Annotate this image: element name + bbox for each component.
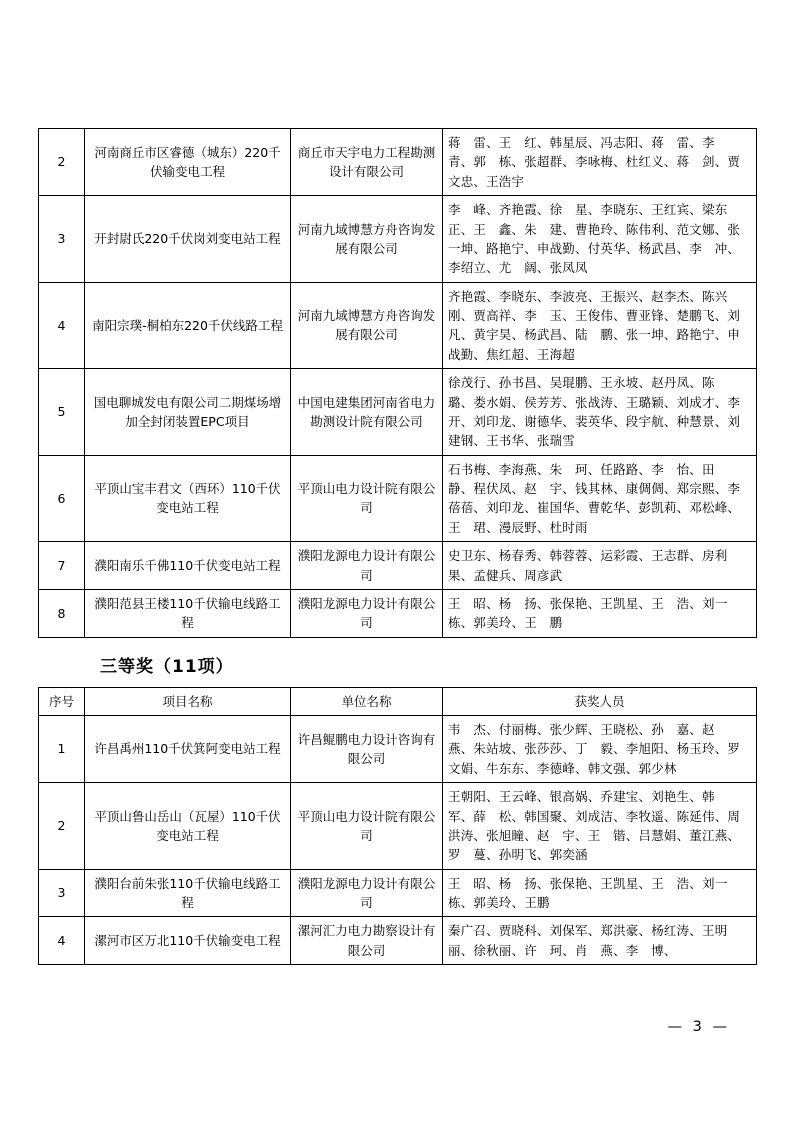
table-row (39, 869, 757, 917)
unit-name: 河南九域博慧方舟咨询发展有限公司 (291, 196, 443, 283)
award-recipients: 秦广召、贾晓科、刘保军、郑洪豪、杨红涛、王明丽、徐秋丽、许 珂、肖 燕、李 博、 (443, 917, 757, 965)
table-row (39, 783, 757, 870)
unit-name: 商丘市天宇电力工程勘测设计有限公司 (291, 129, 443, 196)
unit-name: 漯河汇力电力勘察设计有限公司 (291, 917, 443, 965)
award-recipients: 韦 杰、付丽梅、张少辉、王晓松、孙 嘉、赵 燕、朱站坡、张莎莎、丁 毅、李旭阳、杨玉玲、罗文娟、牛东东、李德峰、韩文强、郭少林 (443, 716, 757, 783)
unit-name: 濮阳龙源电力设计有限公司 (291, 542, 443, 590)
award-recipients: 李 峰、齐艳霞、徐 星、李晓东、王红宾、梁东正、王 鑫、朱 建、曹艳玲、陈伟利、范文娜、张一坤、路艳宁、申战勤、付英华、杨武昌、李 冲、李绍立、尤 阔、张凤凤 (443, 196, 757, 283)
award-recipients: 王朝阳、王云峰、银高娲、乔建宝、刘艳生、韩 军、薛 松、韩国聚、刘成洁、李牧遥、陈延伟、周洪涛、张旭瞳、赵 宇、王 锴、吕慧娟、董江燕、罗 蔓、孙明飞、郭奕涵 (443, 783, 757, 870)
award-recipients: 徐茂行、孙书昌、吴琨鹏、王永坡、赵丹凤、陈 璐、娄水娟、侯芳芳、张战涛、王璐颖、刘成才、李 开、刘印龙、谢德华、裴英华、段宇航、种慧景、刘建钢、王书华、张瑞雪 (443, 369, 757, 456)
row-index: 8 (39, 589, 85, 637)
column-header-recipients: 获奖人员 (443, 687, 757, 715)
unit-name: 中国电建集团河南省电力勘测设计院有限公司 (291, 369, 443, 456)
award-recipients: 蒋 雷、王 红、韩星辰、冯志阳、蒋 雷、李 青、郭 栋、张超群、李咏梅、杜红义、蒋 剑、贾文忠、王浩宇 (443, 129, 757, 196)
unit-name: 河南九域博慧方舟咨询发展有限公司 (291, 282, 443, 369)
award-table-third-prize (38, 687, 757, 966)
table-row (39, 282, 757, 369)
award-table-second-prize-continued (38, 128, 757, 638)
column-header-index: 序号 (39, 687, 85, 715)
table-row (39, 196, 757, 283)
row-index: 6 (39, 455, 85, 542)
table-row (39, 716, 757, 783)
row-index: 4 (39, 917, 85, 965)
award-recipients: 王 昭、杨 扬、张保艳、王凯星、王 浩、刘一栋、郭美玲、王 鹏 (443, 589, 757, 637)
table-row (39, 455, 757, 542)
award-recipients: 齐艳霞、李晓东、李波亮、王振兴、赵李杰、陈兴刚、贾高祥、李 玉、王俊伟、曹亚锋、楚鹏飞、刘 凡、黄宇昊、杨武昌、陆 鹏、张一坤、路艳宁、申战勤、焦红超、王海超 (443, 282, 757, 369)
row-index: 2 (39, 129, 85, 196)
project-name: 濮阳南乐千佛110千伏变电站工程 (85, 542, 291, 590)
section-heading: 三等奖（11项） (100, 656, 234, 677)
table-row (39, 589, 757, 637)
table-row (39, 129, 757, 196)
project-name: 漯河市区万北110千伏输变电工程 (85, 917, 291, 965)
table-row (39, 542, 757, 590)
table-row (39, 369, 757, 456)
unit-name: 平顶山电力设计院有限公司 (291, 783, 443, 870)
row-index: 3 (39, 196, 85, 283)
table-header-row (39, 687, 757, 715)
row-index: 4 (39, 282, 85, 369)
project-name: 开封尉氏220千伏岗刘变电站工程 (85, 196, 291, 283)
project-name: 河南商丘市区睿德（城东）220千伏输变电工程 (85, 129, 291, 196)
project-name: 南阳宗璞-桐柏东220千伏线路工程 (85, 282, 291, 369)
unit-name: 平顶山电力设计院有限公司 (291, 455, 443, 542)
project-name: 平顶山鲁山岳山（瓦屋）110千伏变电站工程 (85, 783, 291, 870)
unit-name: 濮阳龙源电力设计有限公司 (291, 869, 443, 917)
row-index: 1 (39, 716, 85, 783)
project-name: 濮阳台前朱张110千伏输电线路工程 (85, 869, 291, 917)
unit-name: 濮阳龙源电力设计有限公司 (291, 589, 443, 637)
award-recipients: 王 昭、杨 扬、张保艳、王凯星、王 浩、刘一栋、郭美玲、王鹏 (443, 869, 757, 917)
page-number: — 3 — (667, 1019, 730, 1035)
row-index: 2 (39, 783, 85, 870)
project-name: 国电聊城发电有限公司二期煤场增加全封闭装置EPC项目 (85, 369, 291, 456)
row-index: 7 (39, 542, 85, 590)
project-name: 濮阳范县王楼110千伏输电线路工程 (85, 589, 291, 637)
unit-name: 许昌鲲鹏电力设计咨询有限公司 (291, 716, 443, 783)
award-recipients: 史卫东、杨春秀、韩蓉蓉、运彩霞、王志群、房利果、孟健兵、周彦武 (443, 542, 757, 590)
row-index: 5 (39, 369, 85, 456)
award-recipients: 石书梅、李海燕、朱 珂、任路路、李 怡、田 静、程伏凤、赵 宇、钱其林、康倜倜、郑宗熙、李蓓蓓、刘印龙、崔国华、曹乾华、彭凯莉、邓松峰、王 珺、漫辰野、杜时雨 (443, 455, 757, 542)
project-name: 许昌禹州110千伏箕阿变电站工程 (85, 716, 291, 783)
project-name: 平顶山宝丰君文（西环）110千伏变电站工程 (85, 455, 291, 542)
column-header-project: 项目名称 (85, 687, 291, 715)
column-header-unit: 单位名称 (291, 687, 443, 715)
row-index: 3 (39, 869, 85, 917)
table-row (39, 917, 757, 965)
